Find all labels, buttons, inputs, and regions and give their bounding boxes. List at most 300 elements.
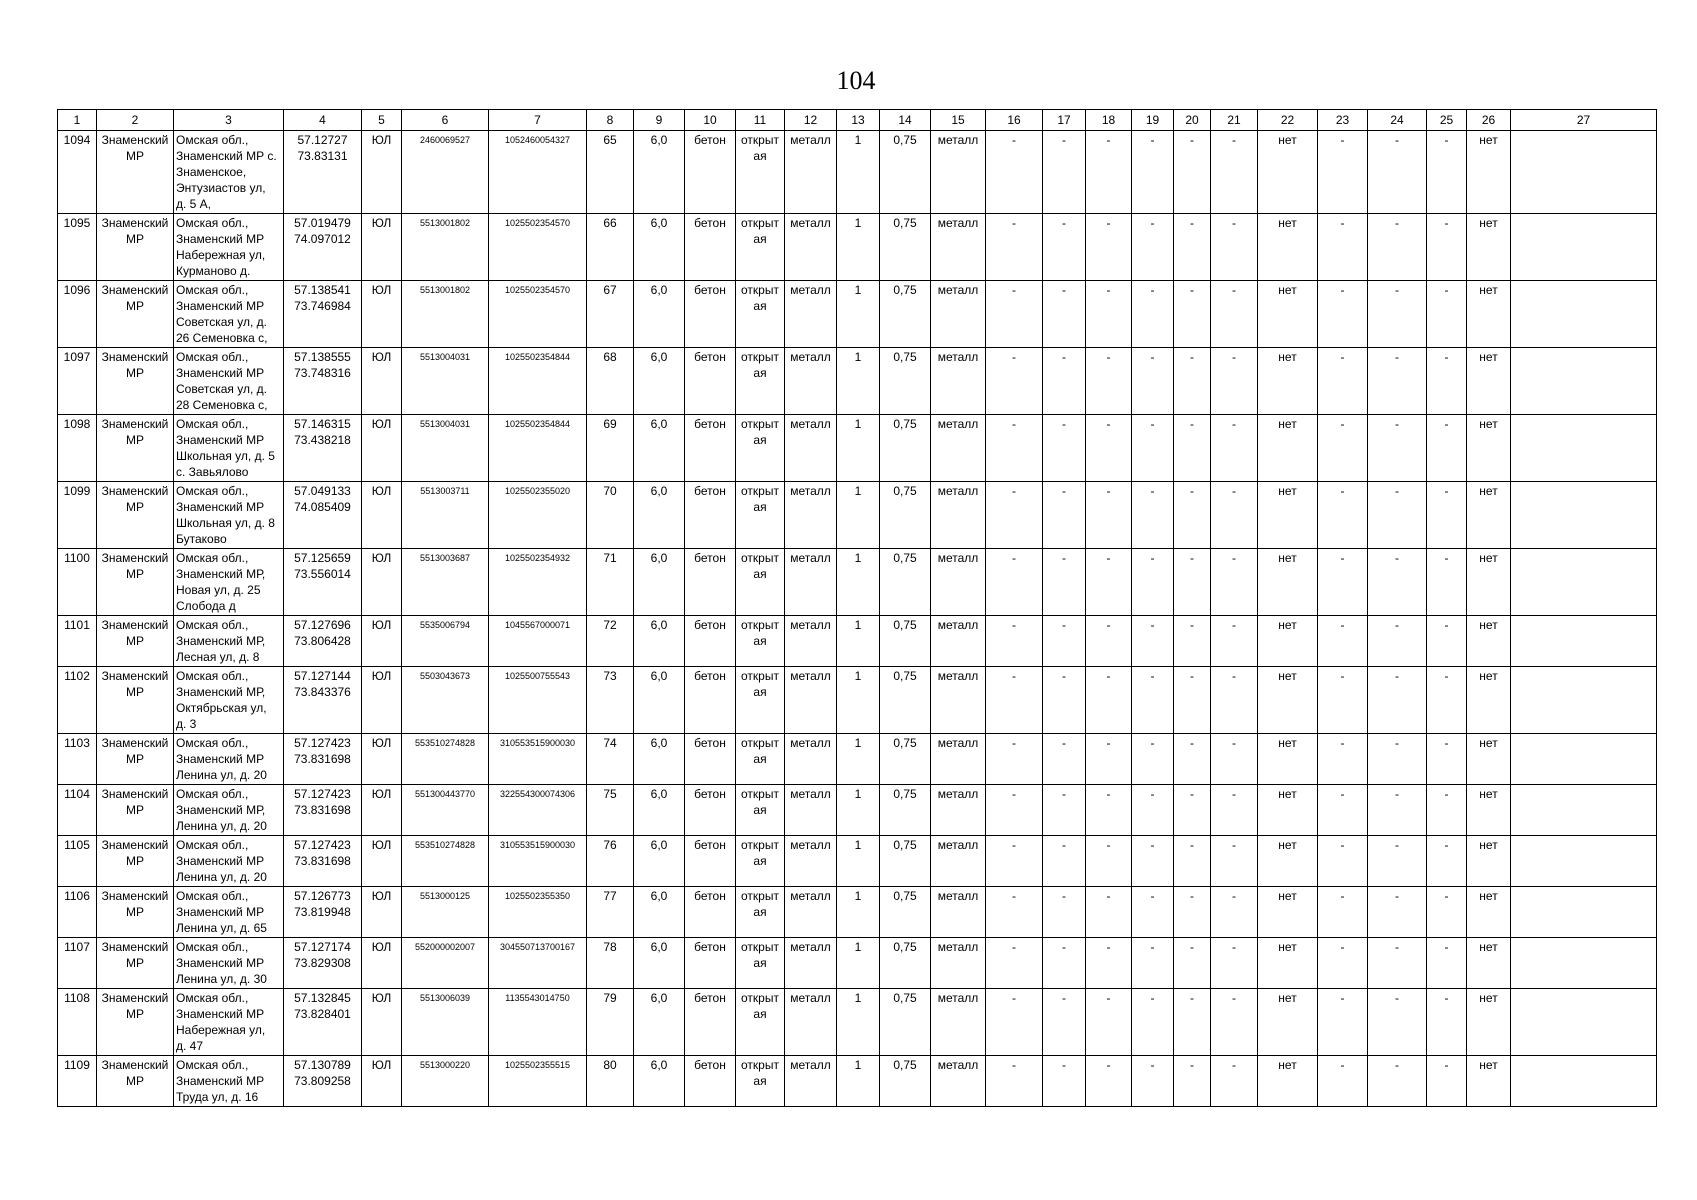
address-line: Омская обл.,	[176, 787, 249, 801]
cell-type: ЮЛ	[362, 1056, 402, 1107]
table-row	[58, 989, 1657, 1056]
address-line: Омская обл.,	[176, 283, 249, 297]
cell-c24: -	[1368, 482, 1427, 549]
cell-c17: -	[1043, 785, 1086, 836]
cell-area: 6,0	[634, 734, 685, 785]
cell-material: металл	[931, 836, 986, 887]
cell-c26: нет	[1467, 482, 1511, 549]
cell-material: металл	[931, 131, 986, 214]
cell-c21: -	[1211, 415, 1258, 482]
cell-area: 6,0	[634, 616, 685, 667]
address-line: Знаменский МР,	[176, 685, 266, 699]
table-row	[58, 616, 1657, 667]
cell-c24: -	[1368, 836, 1427, 887]
cell-type: ЮЛ	[362, 214, 402, 281]
cell-ogrn: 322554300074306	[489, 785, 587, 836]
coordinate-lon: 74.097012	[294, 232, 351, 246]
address-line: Набережная ул,	[176, 248, 266, 262]
cell-c21: -	[1211, 214, 1258, 281]
cell-seq: 76	[587, 836, 634, 887]
cell-volume: 0,75	[880, 549, 931, 616]
cell-seq: 79	[587, 989, 634, 1056]
cell-c24: -	[1368, 281, 1427, 348]
cell-area: 6,0	[634, 667, 685, 734]
cell-kind: открытая	[736, 415, 785, 482]
cell-c19: -	[1132, 734, 1174, 785]
cell-c19: -	[1132, 785, 1174, 836]
cell-count: 1	[837, 989, 880, 1056]
cell-c25: -	[1427, 549, 1467, 616]
cell-district: Знаменский МР	[97, 549, 174, 616]
cell-c18: -	[1086, 131, 1132, 214]
address-line: Ленина ул, д. 30	[176, 972, 267, 986]
cell-c26: нет	[1467, 214, 1511, 281]
address-line: Омская обл.,	[176, 417, 249, 431]
cell-count: 1	[837, 281, 880, 348]
cell-material: металл	[931, 415, 986, 482]
coordinate-lon: 73.829308	[294, 956, 351, 970]
cell-c16: -	[986, 836, 1043, 887]
cell-num: 1104	[58, 785, 97, 836]
address-line: Труда ул, д. 16	[176, 1090, 259, 1104]
column-header-23: 23	[1318, 110, 1368, 131]
cell-volume: 0,75	[880, 938, 931, 989]
coordinate-lon: 73.556014	[294, 567, 351, 581]
cell-fence: металл	[785, 667, 837, 734]
cell-c25: -	[1427, 616, 1467, 667]
cell-c27	[1511, 887, 1657, 938]
cell-c21: -	[1211, 281, 1258, 348]
cell-count: 1	[837, 1056, 880, 1107]
cell-coordinates	[284, 281, 362, 348]
cell-c24: -	[1368, 887, 1427, 938]
cell-c20: -	[1174, 667, 1211, 734]
cell-count: 1	[837, 887, 880, 938]
cell-c22: нет	[1258, 482, 1318, 549]
cell-c27	[1511, 1056, 1657, 1107]
cell-type: ЮЛ	[362, 938, 402, 989]
address-line: 28 Семеновка с,	[176, 398, 268, 412]
cell-c25: -	[1427, 214, 1467, 281]
cell-inn: 5513001802	[402, 281, 489, 348]
cell-c18: -	[1086, 989, 1132, 1056]
cell-area: 6,0	[634, 348, 685, 415]
cell-c24: -	[1368, 214, 1427, 281]
cell-c19: -	[1132, 415, 1174, 482]
cell-c26: нет	[1467, 734, 1511, 785]
cell-volume: 0,75	[880, 131, 931, 214]
cell-c24: -	[1368, 785, 1427, 836]
cell-surface: бетон	[685, 785, 736, 836]
coordinate-lon: 73.806428	[294, 634, 351, 648]
cell-num: 1102	[58, 667, 97, 734]
cell-ogrn: 1025502355020	[489, 482, 587, 549]
cell-c18: -	[1086, 836, 1132, 887]
coordinate-lon: 73.828401	[294, 1007, 351, 1021]
cell-c27	[1511, 785, 1657, 836]
cell-seq: 74	[587, 734, 634, 785]
cell-kind: открытая	[736, 281, 785, 348]
cell-material: металл	[931, 616, 986, 667]
cell-c24: -	[1368, 667, 1427, 734]
cell-c19: -	[1132, 131, 1174, 214]
cell-c25: -	[1427, 734, 1467, 785]
cell-c25: -	[1427, 887, 1467, 938]
cell-kind: открытая	[736, 1056, 785, 1107]
address-line: Лесная ул, д. 8	[176, 650, 260, 664]
cell-c16: -	[986, 281, 1043, 348]
cell-inn: 5513004031	[402, 415, 489, 482]
cell-c20: -	[1174, 785, 1211, 836]
cell-c17: -	[1043, 482, 1086, 549]
cell-coordinates	[284, 214, 362, 281]
coordinate-lat: 57.146315	[294, 417, 351, 431]
cell-type: ЮЛ	[362, 734, 402, 785]
table-row	[58, 667, 1657, 734]
cell-area: 6,0	[634, 214, 685, 281]
cell-seq: 77	[587, 887, 634, 938]
table-row	[58, 734, 1657, 785]
address-line: Омская обл.,	[176, 216, 249, 230]
cell-address	[174, 667, 284, 734]
cell-inn: 5503043673	[402, 667, 489, 734]
page-number: 104	[836, 66, 876, 95]
cell-c21: -	[1211, 616, 1258, 667]
cell-c17: -	[1043, 887, 1086, 938]
cell-volume: 0,75	[880, 836, 931, 887]
cell-c18: -	[1086, 667, 1132, 734]
cell-c23: -	[1318, 785, 1368, 836]
address-line: 26 Семеновка с,	[176, 331, 268, 345]
cell-surface: бетон	[685, 667, 736, 734]
coordinate-lat: 57.127423	[294, 787, 351, 801]
cell-material: металл	[931, 549, 986, 616]
cell-fence: металл	[785, 836, 837, 887]
cell-kind: открытая	[736, 214, 785, 281]
cell-c16: -	[986, 131, 1043, 214]
cell-ogrn: 1025502354844	[489, 348, 587, 415]
cell-coordinates	[284, 785, 362, 836]
cell-area: 6,0	[634, 938, 685, 989]
cell-num: 1098	[58, 415, 97, 482]
cell-c23: -	[1318, 836, 1368, 887]
cell-district: Знаменский МР	[97, 667, 174, 734]
cell-count: 1	[837, 938, 880, 989]
cell-c27	[1511, 131, 1657, 214]
cell-kind: открытая	[736, 348, 785, 415]
cell-c21: -	[1211, 938, 1258, 989]
cell-district: Знаменский МР	[97, 616, 174, 667]
cell-material: металл	[931, 214, 986, 281]
table-row	[58, 836, 1657, 887]
cell-volume: 0,75	[880, 785, 931, 836]
cell-c17: -	[1043, 938, 1086, 989]
cell-area: 6,0	[634, 785, 685, 836]
cell-count: 1	[837, 734, 880, 785]
address-line: Омская обл.,	[176, 838, 249, 852]
cell-surface: бетон	[685, 887, 736, 938]
cell-material: металл	[931, 887, 986, 938]
cell-coordinates	[284, 348, 362, 415]
cell-c23: -	[1318, 667, 1368, 734]
column-header-2: 2	[97, 110, 174, 131]
cell-coordinates	[284, 667, 362, 734]
cell-type: ЮЛ	[362, 836, 402, 887]
cell-volume: 0,75	[880, 887, 931, 938]
cell-inn: 5513000220	[402, 1056, 489, 1107]
cell-fence: металл	[785, 549, 837, 616]
cell-area: 6,0	[634, 836, 685, 887]
cell-c22: нет	[1258, 348, 1318, 415]
address-line: Советская ул, д.	[176, 382, 267, 396]
cell-type: ЮЛ	[362, 348, 402, 415]
cell-inn: 552000002007	[402, 938, 489, 989]
column-header-3: 3	[174, 110, 284, 131]
cell-volume: 0,75	[880, 415, 931, 482]
cell-coordinates	[284, 887, 362, 938]
cell-c16: -	[986, 616, 1043, 667]
cell-c25: -	[1427, 1056, 1467, 1107]
cell-c20: -	[1174, 887, 1211, 938]
cell-fence: металл	[785, 1056, 837, 1107]
column-header-14: 14	[880, 110, 931, 131]
cell-inn: 551300443770	[402, 785, 489, 836]
column-header-6: 6	[402, 110, 489, 131]
cell-ogrn: 1025502354570	[489, 214, 587, 281]
cell-seq: 72	[587, 616, 634, 667]
cell-volume: 0,75	[880, 667, 931, 734]
coordinate-lat: 57.127423	[294, 736, 351, 750]
cell-c22: нет	[1258, 616, 1318, 667]
address-line: Знаменский МР с.	[176, 149, 277, 163]
address-line: Знаменское,	[176, 165, 247, 179]
cell-c21: -	[1211, 887, 1258, 938]
address-line: Омская обл.,	[176, 551, 249, 565]
cell-num: 1109	[58, 1056, 97, 1107]
cell-c20: -	[1174, 281, 1211, 348]
cell-count: 1	[837, 667, 880, 734]
cell-area: 6,0	[634, 131, 685, 214]
cell-c16: -	[986, 667, 1043, 734]
address-line: Знаменский МР	[176, 366, 265, 380]
cell-c17: -	[1043, 734, 1086, 785]
cell-district: Знаменский МР	[97, 482, 174, 549]
cell-volume: 0,75	[880, 989, 931, 1056]
address-line: Знаменский МР	[176, 854, 265, 868]
cell-c19: -	[1132, 482, 1174, 549]
cell-seq: 75	[587, 785, 634, 836]
cell-ogrn: 1052460054327	[489, 131, 587, 214]
cell-address	[174, 785, 284, 836]
cell-num: 1105	[58, 836, 97, 887]
cell-c24: -	[1368, 549, 1427, 616]
cell-inn: 5513000125	[402, 887, 489, 938]
address-line: д. 3	[176, 717, 197, 731]
cell-c26: нет	[1467, 281, 1511, 348]
cell-coordinates	[284, 616, 362, 667]
cell-surface: бетон	[685, 281, 736, 348]
cell-kind: открытая	[736, 131, 785, 214]
cell-c21: -	[1211, 836, 1258, 887]
cell-c25: -	[1427, 281, 1467, 348]
cell-count: 1	[837, 415, 880, 482]
cell-c19: -	[1132, 667, 1174, 734]
cell-fence: металл	[785, 281, 837, 348]
cell-area: 6,0	[634, 415, 685, 482]
cell-c20: -	[1174, 989, 1211, 1056]
address-line: Набережная ул,	[176, 1023, 266, 1037]
cell-type: ЮЛ	[362, 482, 402, 549]
column-header-19: 19	[1132, 110, 1174, 131]
column-header-26: 26	[1467, 110, 1511, 131]
address-line: Омская обл.,	[176, 133, 249, 147]
cell-surface: бетон	[685, 1056, 736, 1107]
cell-district: Знаменский МР	[97, 131, 174, 214]
cell-kind: открытая	[736, 785, 785, 836]
cell-c22: нет	[1258, 785, 1318, 836]
cell-address	[174, 887, 284, 938]
cell-count: 1	[837, 616, 880, 667]
cell-district: Знаменский МР	[97, 836, 174, 887]
cell-c27	[1511, 938, 1657, 989]
cell-type: ЮЛ	[362, 281, 402, 348]
cell-c25: -	[1427, 348, 1467, 415]
coordinate-lon: 73.831698	[294, 854, 351, 868]
coordinate-lat: 57.127423	[294, 838, 351, 852]
coordinate-lon: 73.843376	[294, 685, 351, 699]
cell-c20: -	[1174, 415, 1211, 482]
coordinate-lat: 57.019479	[294, 216, 351, 230]
cell-area: 6,0	[634, 887, 685, 938]
cell-c17: -	[1043, 281, 1086, 348]
cell-district: Знаменский МР	[97, 214, 174, 281]
cell-c22: нет	[1258, 131, 1318, 214]
cell-c16: -	[986, 989, 1043, 1056]
coordinate-lon: 73.831698	[294, 803, 351, 817]
cell-surface: бетон	[685, 214, 736, 281]
address-line: Омская обл.,	[176, 669, 249, 683]
cell-c22: нет	[1258, 214, 1318, 281]
cell-coordinates	[284, 482, 362, 549]
cell-count: 1	[837, 214, 880, 281]
column-header-12: 12	[785, 110, 837, 131]
cell-c23: -	[1318, 415, 1368, 482]
cell-c16: -	[986, 785, 1043, 836]
cell-c18: -	[1086, 1056, 1132, 1107]
address-line: Омская обл.,	[176, 889, 249, 903]
cell-c25: -	[1427, 482, 1467, 549]
cell-inn: 553510274828	[402, 734, 489, 785]
cell-address	[174, 938, 284, 989]
cell-c19: -	[1132, 214, 1174, 281]
cell-material: металл	[931, 348, 986, 415]
address-line: Знаменский МР,	[176, 803, 266, 817]
address-line: Слобода д	[176, 599, 236, 613]
cell-district: Знаменский МР	[97, 989, 174, 1056]
cell-area: 6,0	[634, 989, 685, 1056]
cell-count: 1	[837, 549, 880, 616]
cell-fence: металл	[785, 131, 837, 214]
cell-num: 1094	[58, 131, 97, 214]
cell-c16: -	[986, 734, 1043, 785]
cell-seq: 65	[587, 131, 634, 214]
cell-material: металл	[931, 482, 986, 549]
registry-table	[57, 109, 1657, 1107]
cell-coordinates	[284, 549, 362, 616]
cell-c21: -	[1211, 785, 1258, 836]
cell-c17: -	[1043, 348, 1086, 415]
cell-surface: бетон	[685, 549, 736, 616]
coordinate-lon: 73.809258	[294, 1074, 351, 1088]
cell-c26: нет	[1467, 549, 1511, 616]
cell-num: 1103	[58, 734, 97, 785]
cell-inn: 2460069527	[402, 131, 489, 214]
cell-kind: открытая	[736, 734, 785, 785]
cell-c22: нет	[1258, 887, 1318, 938]
cell-surface: бетон	[685, 938, 736, 989]
address-line: Знаменский МР,	[176, 634, 266, 648]
column-header-16: 16	[986, 110, 1043, 131]
cell-address	[174, 482, 284, 549]
cell-seq: 80	[587, 1056, 634, 1107]
cell-volume: 0,75	[880, 616, 931, 667]
table-row	[58, 785, 1657, 836]
cell-fence: металл	[785, 785, 837, 836]
cell-ogrn: 1135543014750	[489, 989, 587, 1056]
cell-c23: -	[1318, 549, 1368, 616]
cell-surface: бетон	[685, 482, 736, 549]
cell-material: металл	[931, 1056, 986, 1107]
column-header-17: 17	[1043, 110, 1086, 131]
cell-area: 6,0	[634, 482, 685, 549]
cell-c20: -	[1174, 549, 1211, 616]
address-line: Омская обл.,	[176, 618, 249, 632]
cell-c22: нет	[1258, 281, 1318, 348]
cell-c17: -	[1043, 836, 1086, 887]
cell-c20: -	[1174, 214, 1211, 281]
cell-c18: -	[1086, 616, 1132, 667]
cell-district: Знаменский МР	[97, 734, 174, 785]
address-line: Ленина ул, д. 20	[176, 870, 267, 884]
cell-volume: 0,75	[880, 348, 931, 415]
cell-c16: -	[986, 1056, 1043, 1107]
cell-c22: нет	[1258, 415, 1318, 482]
cell-c19: -	[1132, 989, 1174, 1056]
column-header-9: 9	[634, 110, 685, 131]
cell-c23: -	[1318, 131, 1368, 214]
coordinate-lat: 57.130789	[294, 1058, 351, 1072]
cell-ogrn: 1025502354932	[489, 549, 587, 616]
cell-count: 1	[837, 131, 880, 214]
cell-c24: -	[1368, 616, 1427, 667]
cell-c16: -	[986, 214, 1043, 281]
address-line: Омская обл.,	[176, 350, 249, 364]
address-line: д. 5 А,	[176, 197, 212, 211]
cell-coordinates	[284, 131, 362, 214]
cell-seq: 78	[587, 938, 634, 989]
cell-c26: нет	[1467, 989, 1511, 1056]
cell-address	[174, 348, 284, 415]
cell-fence: металл	[785, 415, 837, 482]
cell-c22: нет	[1258, 667, 1318, 734]
cell-c19: -	[1132, 281, 1174, 348]
cell-c21: -	[1211, 989, 1258, 1056]
address-line: с. Завьялово	[176, 465, 249, 479]
address-line: Энтузиастов ул,	[176, 181, 266, 195]
cell-coordinates	[284, 989, 362, 1056]
cell-c19: -	[1132, 938, 1174, 989]
cell-c26: нет	[1467, 887, 1511, 938]
